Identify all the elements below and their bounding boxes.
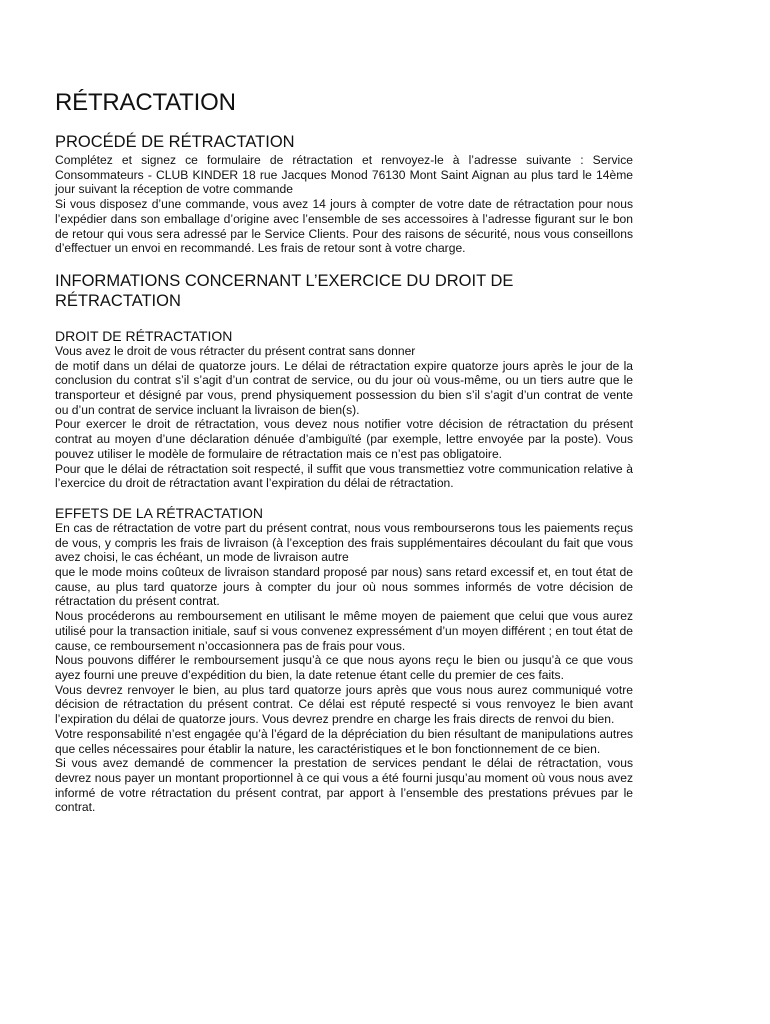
effets-paragraph: Nous pouvons différer le remboursement jusqu’à ce que nous ayons reçu le bien ou jusqu’à ce que vous ayez fourni une preuve d’expédition du bien, la date retenue étant celle du premier de ces faits. (55, 653, 633, 682)
effets-heading: EFFETS DE LA RÉTRACTATION (55, 504, 263, 521)
page-title: RÉTRACTATION (55, 89, 236, 116)
effets-paragraph: Nous procéderons au remboursement en utilisant le même moyen de paiement que celui que vous aurez utilisé pour la transaction initiale, sauf si vous convenez expressément d’un moyen différent ; en tout état de cause, ce remboursement n’occasionnera pas de frais pour vous. (55, 609, 633, 653)
procedure-paragraph: Complétez et signez ce formulaire de rétractation et renvoyez-le à l’adresse suivante : Service Consommateurs - CLUB KINDER 18 rue Jacques Monod 76130 Mont Saint Aignan au plus tard le 14ème jour suivant la réception de votre commande (55, 153, 633, 197)
information-heading: INFORMATIONS CONCERNANT L’EXERCICE DU DROIT DE RÉTRACTATION (55, 271, 514, 310)
droit-paragraph: de motif dans un délai de quatorze jours. Le délai de rétractation expire quatorze jours après le jour de la conclusion du contrat s’il s’agit d’un contrat de service, ou du jour où vous-même, ou un tiers autre que le transporteur et désigné par vous, prend physiquement possession du bien s’il s’agit d’un contrat de vente ou d’un contrat de service incluant la livraison de bien(s). (55, 358, 633, 417)
effets-paragraph: En cas de rétractation de votre part du présent contrat, nous vous rembourserons tous les paiements reçus de vous, y compris les frais de livraison (à l’exception des frais supplémentaires découlant du fait que vous avez choisi, le cas échéant, un mode de livraison autre (55, 520, 633, 565)
procedure-heading: PROCÉDÉ DE RÉTRACTATION (55, 133, 295, 151)
information-section (55, 271, 633, 815)
droit-paragraph: Vous avez le droit de vous rétracter du présent contrat sans donner (55, 343, 416, 358)
droit-paragraph: Pour que le délai de rétractation soit respecté, il suffit que vous transmettiez votre communication relative à l’exercice du droit de rétractation avant l’expiration du délai de rétractation. (55, 461, 633, 491)
droit-subsection (55, 328, 633, 491)
effets-paragraph: que le mode moins coûteux de livraison standard proposé par nous) sans retard excessif et, en tout état de cause, au plus tard quatorze jours à compter du jour où nous sommes informés de votre décision de rétractation du présent contrat. (55, 565, 633, 609)
procedure-section (55, 132, 633, 256)
droit-heading: DROIT DE RÉTRACTATION (55, 327, 233, 344)
effets-paragraph: Votre responsabilité n’est engagée qu’à l’égard de la dépréciation du bien résultant de manipulations autres que celles nécessaires pour établir la nature, les caractéristiques et le bon fonctionnement de ce bien. (55, 726, 633, 756)
effets-paragraph: Si vous avez demandé de commencer la prestation de services pendant le délai de rétractation, vous devrez nous payer un montant proportionnel à ce qui vous a été fourni jusqu’au moment où vous nous avez informé de votre rétractation du présent contrat, par apport à l’ensemble des prestations prévues par le contrat. (55, 756, 633, 815)
effets-paragraph: Vous devrez renvoyer le bien, au plus tard quatorze jours après que vous nous aurez communiqué votre décision de rétractation du présent contrat. Ce délai est réputé respecté si vous renvoyez le bien avant l’expiration du délai de quatorze jours. Vous devrez prendre en charge les frais directs de renvoi du bien. (55, 682, 633, 727)
droit-paragraph: Pour exercer le droit de rétractation, vous devez nous notifier votre décision de rétractation du présent contrat au moyen d’une déclaration dénuée d’ambiguïté (par exemple, lettre envoyée par la poste). Vous pouvez utiliser le modèle de formulaire de rétractation mais ce n’est pas obligatoire. (55, 417, 633, 461)
effets-subsection (55, 505, 633, 815)
document-page (55, 88, 633, 815)
procedure-paragraph: Si vous disposez d’une commande, vous avez 14 jours à compter de votre date de rétractation pour nous l’expédier dans son emballage d’origine avec l’ensemble de ses accessoires à l’adresse figurant sur le bon de retour qui vous sera adressé par le Service Clients. Pour des raisons de sécurité, nous vous conseillons d’effectuer un envoi en recommandé. Les frais de retour sont à votre charge. (55, 197, 633, 256)
